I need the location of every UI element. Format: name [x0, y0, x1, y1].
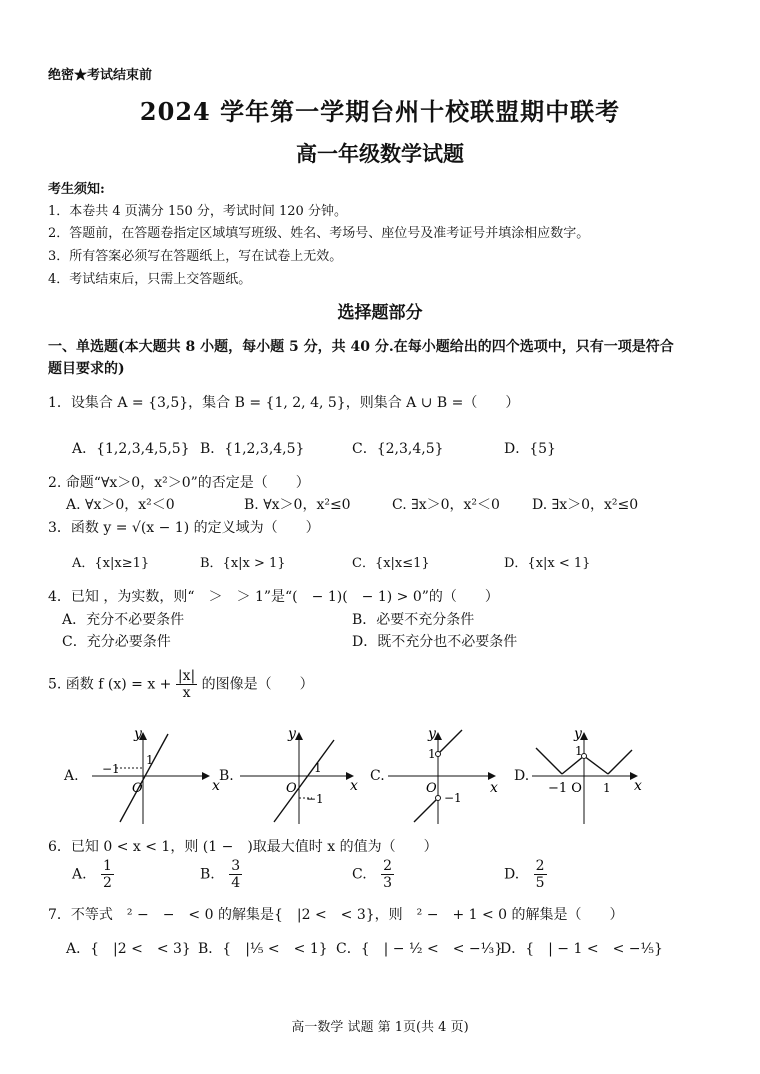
graph-a-tick-neg1: −1 [102, 762, 120, 776]
q5-option-b-label: B. [219, 768, 234, 784]
graph-d-x-label: x [634, 778, 642, 794]
q6-a-frac [101, 858, 114, 891]
graph-c-y-label: y [428, 726, 436, 742]
graph-b-tick-neg1: −1 [306, 792, 324, 806]
q6-option-b [200, 858, 242, 891]
q2-option-b: B. ∀x＞0，x²≤0 [244, 497, 351, 513]
graph-b-svg [236, 726, 366, 826]
graph-a-tick-1: 1 [146, 753, 154, 767]
exam-title: 2024 学年第一学期台州十校联盟期中联考 [139, 97, 621, 126]
q4-option-d: D．既不充分也不必要条件 [352, 634, 518, 650]
exam-subtitle: 高一年级数学试题 [296, 141, 464, 166]
graph-d-neg1-origin: −1 O [548, 781, 582, 796]
q6-option-c [352, 858, 394, 891]
q6-b-label: B. [200, 866, 215, 883]
q1-stem: 1．设集合 A = {3,5}，集合 B = {1, 2, 4, 5}，则集合 A ∪ B =（ ） [48, 395, 520, 411]
q6-option-d [504, 858, 547, 891]
graph-d-y-label: y [574, 726, 582, 742]
q6-d-frac [534, 858, 547, 891]
q1-option-d: D．{5} [504, 441, 556, 457]
q3-option-d: D．{x|x < 1} [504, 556, 591, 571]
confidential-mark: 绝密★考试结束前 [48, 68, 153, 83]
notice-item-3: 3．所有答案必须写在答题纸上，写在试卷上无效。 [48, 249, 343, 264]
graph-b-y-label: y [288, 726, 296, 742]
graph-b-x-label: x [350, 778, 358, 794]
graph-d-tick-1-y: 1 [575, 744, 583, 758]
q6-a-num: 1 [103, 858, 112, 874]
notice-item-1: 1．本卷共 4 页满分 150 分，考试时间 120 分钟。 [48, 204, 347, 219]
q3-option-a: A．{x|x≥1} [72, 556, 150, 571]
q5-option-c-label: C. [370, 768, 385, 784]
q3-stem: 3．函数 y = √(x − 1) 的定义域为（ ） [48, 520, 320, 536]
q6-c-den: 3 [383, 875, 393, 891]
notice-item-2: 2．答题前，在答题卷指定区域填写班级、姓名、考场号、座位号及准考证号并填涂相应数字。 [48, 226, 590, 241]
graph-b-origin: O [286, 781, 297, 796]
q6-d-den: 5 [535, 875, 545, 891]
q5-stem-prefix: 5. 函数 f (x) = x + [48, 676, 172, 693]
page-footer: 高一数学 试题 第 1页(共 4 页) [291, 1020, 469, 1035]
q5-fraction [176, 668, 197, 701]
q5-option-a-label: A. [64, 768, 79, 784]
q6-c-num: 2 [383, 858, 393, 874]
q6-c-label: C. [352, 866, 367, 883]
graph-a-svg [88, 726, 218, 826]
q5-frac-num: |x| [177, 668, 196, 684]
q6-b-num: 3 [231, 858, 241, 874]
q6-b-den: 4 [231, 875, 241, 891]
q4-option-a: A．充分不必要条件 [62, 612, 185, 628]
graph-c-tick-neg1: −1 [444, 791, 462, 805]
q1-option-a: A．{1,2,3,4,5,5} [72, 441, 190, 457]
q5-option-d-label: D. [514, 768, 530, 784]
q6-b-frac [229, 858, 242, 891]
q6-option-a [72, 858, 114, 891]
part1-heading-cont: 题目要求的) [48, 361, 125, 377]
q5-graph-a [88, 726, 218, 830]
q6-c-frac [381, 858, 394, 891]
q7-option-a: A．{ |2 < < 3} [66, 941, 191, 957]
q6-a-label: A. [72, 866, 87, 883]
q1-option-b: B．{1,2,3,4,5} [200, 441, 305, 457]
q4-option-b: B．必要不充分条件 [352, 612, 475, 628]
q6-d-num: 2 [535, 858, 545, 874]
q7-option-b: B．{ |¹⁄₅ < < 1} [198, 941, 328, 957]
graph-a-origin: O [132, 781, 143, 796]
graph-c-origin: O [426, 781, 437, 796]
graph-d-svg [528, 726, 652, 826]
q5-stem [48, 668, 314, 701]
q7-option-c: C．{ | − ¹⁄₂ < < −¹⁄₃} [336, 941, 504, 957]
q3-option-c: C．{x|x≤1} [352, 556, 430, 571]
graph-c-tick-1: 1 [428, 747, 436, 761]
q5-graph-d [528, 726, 652, 830]
graph-c-x-label: x [490, 780, 498, 796]
graph-a-y-label: y [134, 726, 142, 742]
graph-d-tick-1-x: 1 [603, 781, 611, 795]
graph-b-tick-1: 1 [314, 761, 322, 775]
q7-option-d: D．{ | − 1 < < −¹⁄₅} [500, 941, 663, 957]
q5-graph-b [236, 726, 366, 830]
q5-frac-den: x [182, 685, 191, 701]
q6-a-den: 2 [103, 875, 112, 891]
notice-heading: 考生须知: [48, 182, 105, 197]
q5-stem-suffix: 的图像是（ ） [201, 676, 314, 693]
graph-a-x-label: x [212, 778, 220, 794]
notice-item-4: 4．考试结束后，只需上交答题纸。 [48, 272, 252, 287]
q2-option-c: C. ∃x＞0，x²＜0 [392, 497, 500, 513]
q2-option-a: A. ∀x＞0，x²＜0 [66, 497, 175, 513]
q1-option-c: C．{2,3,4,5} [352, 441, 444, 457]
part1-heading: 一、单选题(本大题共 8 小题，每小题 5 分，共 40 分.在每小题给出的四个选项中，只有一项是符合 [48, 339, 674, 355]
q3-option-b: B．{x|x > 1} [200, 556, 286, 571]
q7-stem: 7．不等式 ² − − < 0 的解集是{ |2 < < 3}，则 ² − + 1 < 0 的解集是（ ） [48, 907, 624, 923]
q2-stem: 2. 命题“∀x＞0，x²＞0”的否定是（ ） [48, 475, 310, 491]
q2-option-d: D. ∃x＞0，x²≤0 [532, 497, 639, 513]
q4-option-c: C．充分必要条件 [62, 634, 171, 650]
q5-graph-c [384, 726, 514, 830]
graph-c-svg [384, 726, 514, 826]
q6-d-label: D. [504, 866, 520, 883]
q6-stem: 6．已知 0 < x < 1，则 (1 − )取最大值时 x 的值为（ ） [48, 839, 438, 855]
q4-stem: 4．已知 ，为实数，则“ ＞ ＞ 1”是“( − 1)( − 1) > 0”的（ ） [48, 589, 499, 605]
section-title: 选择题部分 [337, 303, 423, 323]
